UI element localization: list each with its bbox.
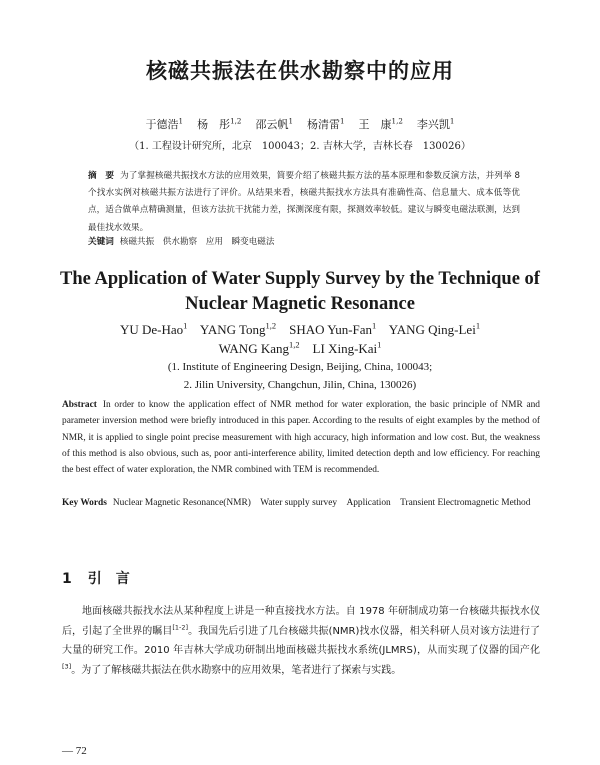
author-en: WANG Kang$^{1,2}$ [218,339,300,356]
keywords-chinese [88,235,520,247]
author-cn: 于德浩$^1$ [145,116,184,131]
abstract-en-text: In order to know the application effect of NMR method for water exploration, the basic principle of NMR and parameter inversion method were briefly introduced in this paper. According to the results of eight examples by the method of NMR, it is applied to single point precise measurement with high accuracy, high information and low cost. But, the weakness of this method is also obvious, such as, poor anti-interference ability, limited detection depth and low efficiency. For reaching the best effect of water exploration, the NMR combined with TEM is recommended. [62,400,540,476]
author-en: YANG Qing-Lei$^1$ [388,320,481,337]
abstract-english [62,397,540,478]
keywords-cn-text: 核磁共振 供水勘察 应用 瞬变电磁法 [119,237,275,247]
section-number: 1 [62,571,72,587]
abstract-cn-text: 为了掌握核磁共振找水方法的应用效果，简要介绍了核磁共振方法的基本原理和参数反演方法，并列举 8 个找水实例对核磁共振方法进行了评价。从结果来看，核磁共振找水方法具有准确性高、信息量大、成本低等优点，适合做单点精确测量，但该方法抗干扰能力差，探测深度有限，探测效率较低。建议与瞬变电磁法联测，达到最佳找水效果。 [88,171,520,233]
authors-en-line [30,320,570,339]
author-cn: 杨 彤$^{1,2}$ [197,116,242,131]
keywords-english [62,495,540,511]
english-title-line: The Application of Water Supply Survey by the Technique of [60,269,540,289]
author-cn: 杨清雷$^1$ [307,116,345,131]
authors-chinese [0,116,600,132]
citation: [1-2] [172,623,189,632]
keywords-en-label: Key Words [62,498,107,508]
body-paragraph: 地面核磁共振找水法从某种程度上讲是一种直接找水方法。自 1978 年研制成功第一台核磁共振找水仪后，引起了全世界的瞩目[1-2]。我国先后引进了几台核磁共振(NMR)找水仪器，相关科研人员对该方法进行了大量的研究工作。2010 年吉林大学成功研制出地面核磁共振找水系统(JLMRS)，从而实现了仪器的国产化[3]。为了了解核磁共振法在供水勘察中的应用效果，笔者进行了探索与实践。 [62,606,540,676]
english-title-line: Nuclear Magnetic Resonance [185,294,415,314]
keywords-cn-label: 关键词 [88,237,114,247]
author-en: SHAO Yun-Fan$^1$ [289,320,377,337]
abstract-en-label: Abstract [62,400,97,410]
abstract-chinese [88,168,520,237]
author-en: LI Xing-Kai$^1$ [312,339,382,356]
citation: [3] [62,662,72,671]
author-en: YANG Tong$^{1,2}$ [199,320,277,337]
abstract-cn-label: 摘 要 [88,171,115,181]
author-cn: 邵云帆$^1$ [255,116,293,131]
author-cn: 王 康$^{1,2}$ [358,116,403,131]
author-en: YU De-Hao$^1$ [119,320,188,337]
authors-english [30,320,570,358]
author-cn: 李兴凯$^1$ [416,116,455,131]
affiliation-en-line: (1. Institute of Engineering Design, Beijing, China, 100043; [167,361,433,373]
affiliation-chinese: （1. 工程设计研究所，北京 100043；2. 吉林大学，吉林长春 130026） [129,141,471,152]
section-heading [62,568,130,588]
chinese-title: 核磁共振法在供水勘察中的应用 [146,59,454,83]
english-title [40,267,560,317]
affiliation-en-line: 2. Jilin University, Changchun, Jilin, China, 130026) [183,379,417,391]
section-title: 引 言 [87,571,130,587]
keywords-en-text: Nuclear Magnetic Resonance(NMR) Water supply survey Application Transient Electromagnetic Method [112,498,531,508]
page-number: — 72 [62,745,87,757]
authors-en-line [30,339,570,358]
affiliation-english [0,358,600,394]
